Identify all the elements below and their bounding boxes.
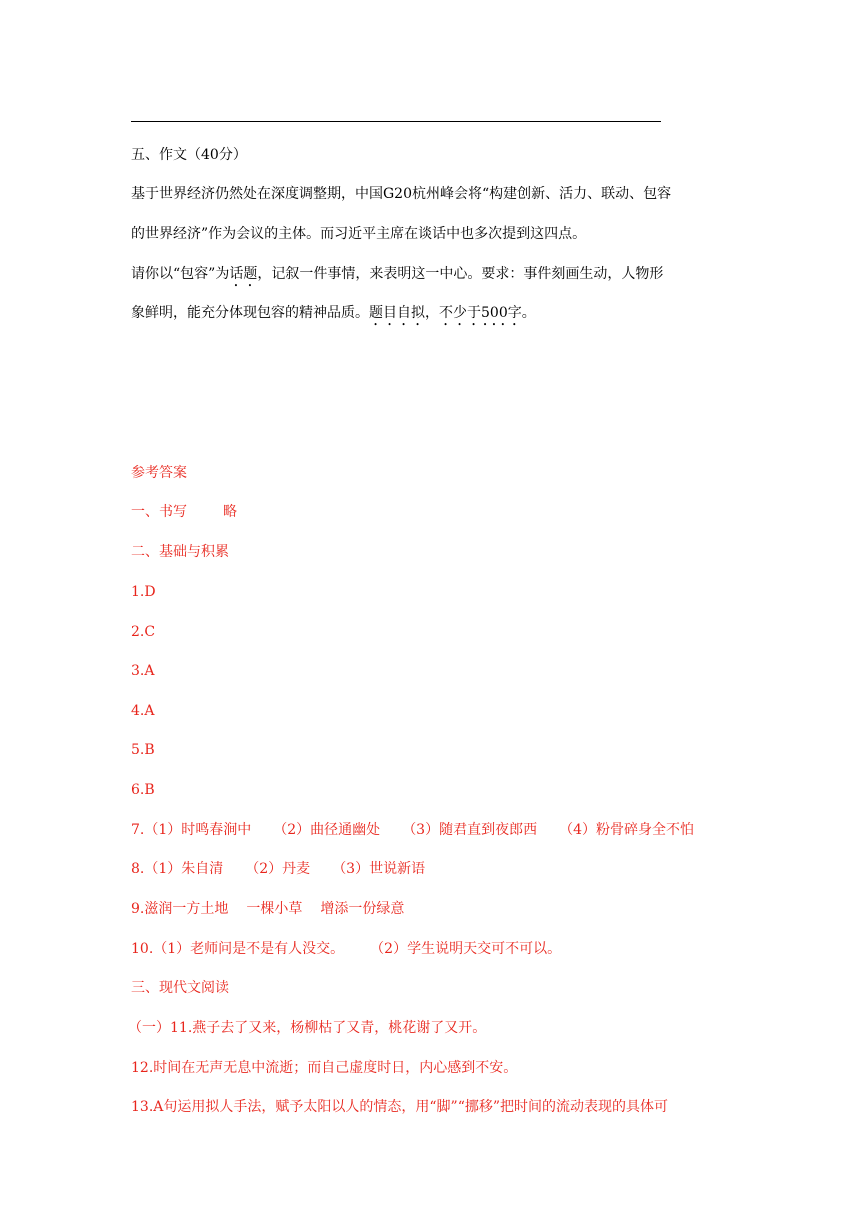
answer-part: 增添一份绿意: [320, 901, 405, 917]
answer-part: （2）曲径通幽处: [273, 822, 381, 838]
answer-11: （一）11.燕子去了又来，杨柳枯了又青，桃花谢了又开。: [128, 1020, 487, 1036]
answer-section-2-title: 二、基础与积累: [131, 544, 229, 560]
composition-prompt-line-2: 的世界经济”作为会议的主体。而习近平主席在谈话中也多次提到这四点。: [131, 226, 587, 242]
requirement-text: 请你以“包容”为: [131, 266, 230, 282]
horizontal-rule: [131, 121, 661, 122]
answer-4: 4.A: [131, 703, 155, 719]
answer-part: 7.（1）时鸣春涧中: [131, 822, 252, 838]
answer-part: 一棵小草: [246, 901, 303, 917]
section-value: 略: [223, 504, 237, 520]
answer-part: （2）丹麦: [245, 861, 311, 877]
answer-part: （4）粉骨碎身全不怕: [559, 822, 695, 838]
emphasized-title-rule: 题目自拟: [369, 305, 425, 321]
emphasized-topic: 话题: [229, 266, 258, 282]
answer-2: 2.C: [131, 624, 156, 640]
answer-5: 5.B: [131, 742, 155, 758]
answer-7: [131, 820, 694, 840]
composition-requirement-line-2: [131, 303, 536, 329]
answers-title: 参考答案: [131, 465, 187, 481]
answer-part: （3）随君直到夜郎西: [402, 822, 538, 838]
answer-part: 9.滋润一方土地: [131, 901, 229, 917]
answer-3: 3.A: [131, 663, 155, 679]
composition-prompt-line-1: 基于世界经济仍然处在深度调整期，中国G20杭州峰会将“构建创新、活力、联动、包容: [131, 186, 672, 202]
answer-6: 6.B: [131, 782, 155, 798]
requirement-text: ，记叙一件事情，来表明这一中心。要求：事件刻画生动，人物形: [257, 266, 664, 282]
answer-part: （2）学生说明天交可不可以。: [370, 941, 562, 957]
answer-part: （3）世说新语: [332, 861, 426, 877]
answer-13: 13.A句运用拟人手法，赋予太阳以人的情态，用“脚”“挪移”把时间的流动表现的具体可: [131, 1099, 669, 1115]
requirement-text: ，: [425, 305, 439, 321]
requirement-text: 象鲜明，能充分体现包容的精神品质。: [131, 305, 369, 321]
requirement-text: 。: [521, 305, 536, 321]
answer-9: [131, 899, 404, 919]
emphasized-length-rule: 不少于500字: [439, 305, 522, 321]
composition-heading: 五、作文（40分）: [131, 147, 247, 163]
answer-12: 12.时间在无声无息中流逝；而自己虚度时日，内心感到不安。: [131, 1060, 518, 1076]
composition-requirement-line-1: [131, 264, 663, 290]
answer-part: 8.（1）朱自清: [131, 861, 224, 877]
answer-section-3-title: 三、现代文阅读: [131, 980, 229, 996]
answer-section-1: [131, 502, 237, 522]
section-label: 一、书写: [131, 504, 187, 520]
answer-part: 10.（1）老师问是不是有人没交。: [131, 941, 345, 957]
answer-1: 1.D: [131, 584, 156, 600]
answer-8: [131, 859, 425, 879]
answer-10: [131, 939, 561, 959]
